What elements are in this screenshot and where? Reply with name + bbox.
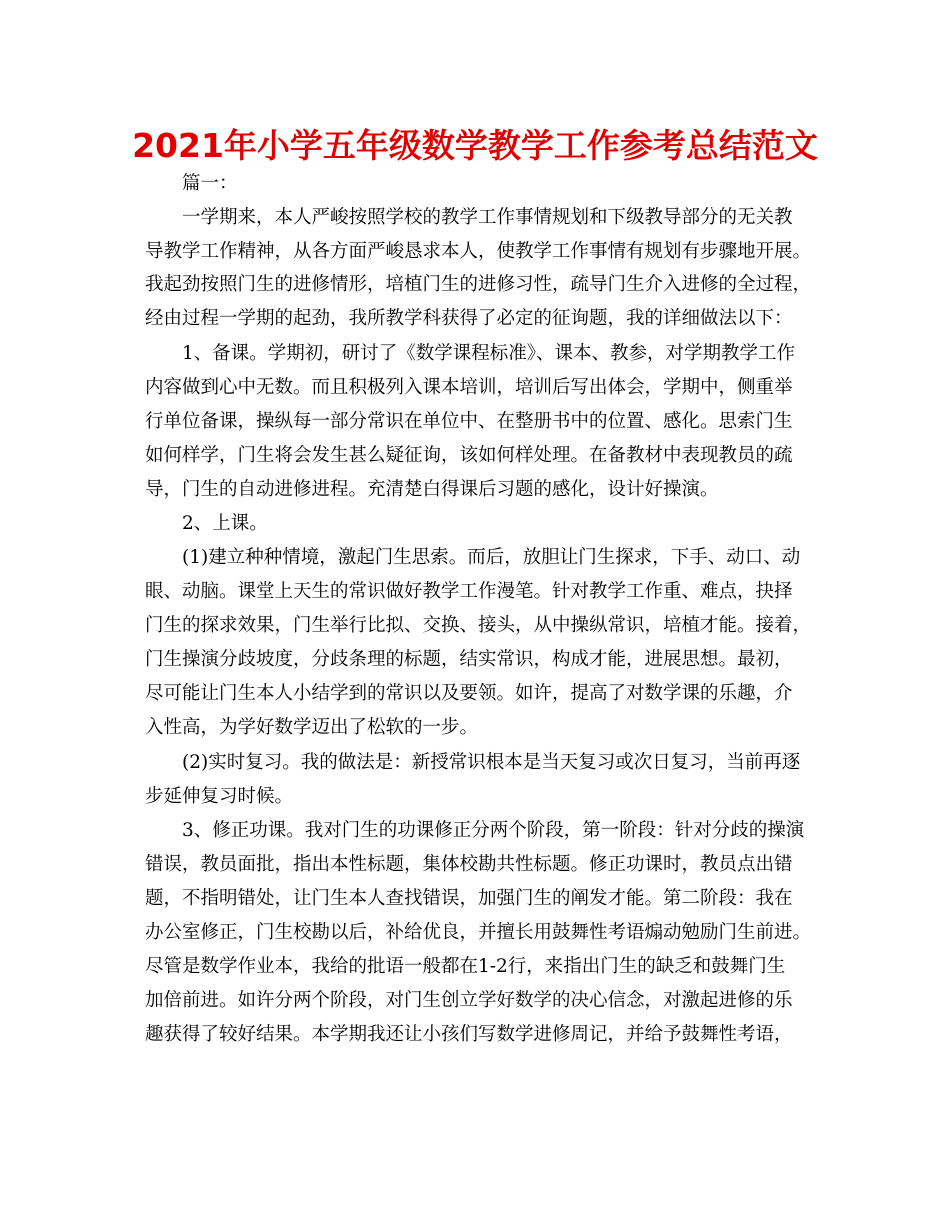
paragraph-line: 1、备课。学期初，研讨了《数学课程标准》、课本、教参，对学期教学工作 <box>182 343 796 364</box>
paragraph-line: 错误，教员面批，指出本性标题，集体校勘共性标题。修正功课时，教员点出错 <box>145 854 793 875</box>
paragraph-line: 步延伸复习时候。 <box>145 786 294 807</box>
paragraph-line: 尽可能让门生本人小结学到的常识以及要领。如许，提高了对数学课的乐趣，介 <box>145 683 793 704</box>
paragraph-line: 门生操演分歧坡度，分歧条理的标题，结实常识，构成才能，进展思想。最初， <box>145 649 793 670</box>
paragraph-line: 导教学工作精神，从各方面严峻恳求本人，使教学工作事情有规划有步骤地开展。 <box>145 241 812 262</box>
paragraph-line: 门生的探求效果，门生举行比拟、交换、接头，从中操纵常识，培植才能。接着， <box>145 615 812 636</box>
paragraph-line: 眼、动脑。课堂上天生的常识做好教学工作漫笔。针对教学工作重、难点，抉择 <box>145 581 793 602</box>
paragraph-line: 我起劲按照门生的进修情形，培植门生的进修习性，疏导门生介入进修的全过程， <box>145 274 812 295</box>
paragraph-line: 入性高，为学好数学迈出了松软的一步。 <box>145 717 479 738</box>
paragraph-line: 加倍前进。如许分两个阶段，对门生创立学好数学的决心信念，对激起进修的乐 <box>145 990 793 1011</box>
paragraph-line: 一学期来，本人严峻按照学校的教学工作事情规划和下级教导部分的无关教 <box>182 207 793 228</box>
paragraph-line: 导，门生的自动进修进程。充清楚白得课后习题的感化，设计好操演。 <box>145 479 719 500</box>
paragraph-line: 3、修正功课。我对门生的功课修正分两个阶段，第一阶段：针对分歧的操演 <box>182 820 805 841</box>
section-heading: 2、上课。 <box>182 513 268 534</box>
paragraph-line: 尽管是数学作业本，我给的批语一般都在1-2行，来指出门生的缺乏和鼓舞门生 <box>145 956 786 977</box>
paragraph-line: 经由过程一学期的起劲，我所教学科获得了必定的征询题，我的详细做法以下： <box>145 308 793 329</box>
paragraph-line: 行单位备课，操纵每一部分常识在单位中、在整册书中的位置、感化。思索门生 <box>145 411 793 432</box>
paragraph-line: 内容做到心中无数。而且积极列入课本培训，培训后写出体会，学期中，侧重举 <box>145 377 793 398</box>
paragraph-line: 趣获得了较好结果。本学期我还让小孩们写数学进修周记，并给予鼓舞性考语， <box>145 1024 793 1045</box>
paragraph-line: (1)建立种种情境，激起门生思索。而后，放胆让门生探求，下手、动口、动 <box>182 547 801 568</box>
paragraph-line: 如何样学，门生将会发生甚么疑征询，该如何样处理。在备教材中表现教员的疏 <box>145 445 793 466</box>
paragraph-line: (2)实时复习。我的做法是：新授常识根本是当天复习或次日复习，当前再逐 <box>182 752 801 773</box>
paragraph-line: 办公室修正，门生校勘以后，补给优良，并擅长用鼓舞性考语煽动勉励门生前进。 <box>145 922 812 943</box>
section-label: 篇一： <box>182 173 238 194</box>
paragraph-line: 题，不指明错处，让门生本人查找错误，加强门生的阐发才能。第二阶段：我在 <box>145 888 793 909</box>
document-title: 2021年小学五年级数学教学工作参考总结范文 <box>132 126 818 165</box>
